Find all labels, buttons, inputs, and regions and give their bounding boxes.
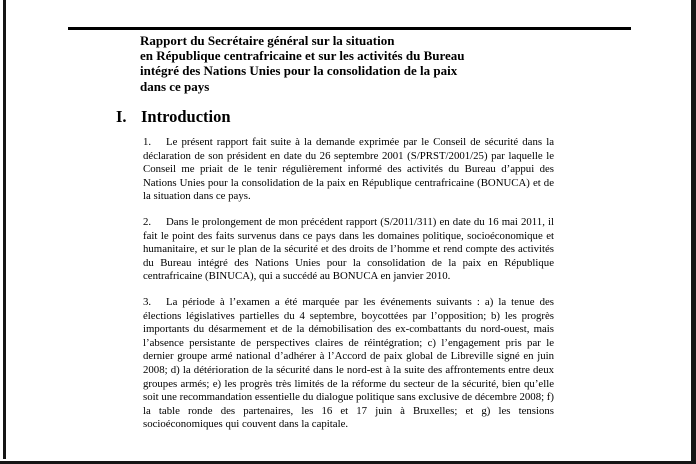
- section-heading-introduction: [116, 107, 231, 127]
- paragraph-3-text: La période à l’examen a été marquée par les événements suivants : a) la tenue des élections législatives partielles du 4 septembre, boycottées par l’opposition; b) les progrès importants du désarmement et de la démobilisation des ex-combattants du nord-ouest, mais l’absence persistante de perspectives claires de réintégration; c) l’engagement pris par le dernier groupe armé national d’adhérer à l’Accord de paix global de Libreville signé en juin 2008; d) la détérioration de la sécurité dans le nord-est à la suite des affrontements entre deux groupes armés; e) les progrès très limités de la réforme du secteur de la sécurité, bien qu’elle soit une recommandation essentielle du dialogue politique sans exclusive de décembre 2008; f) la table ronde des partenaires, les 16 et 17 juin à Bruxelles; et g) les tensions socioéconomiques qui couvent dans la capitale.: [143, 295, 554, 431]
- document-title-line-3: intégré des Nations Unies pour la consolidation de la paix: [140, 63, 458, 79]
- paragraph-2-text: Dans le prolongement de mon précédent rapport (S/2011/311) en date du 16 mai 2011, il fait le point des faits survenus dans ce pays dans les domaines politique, socioéconomique et humanitaire, et sur le plan de la sécurité et des droits de l’homme et rend compte des activités du Bureau intégré des Nations Unies pour la consolidation de la paix en République centrafricaine (BINUCA), qui a succédé au BONUCA en janvier 2010.: [143, 215, 554, 283]
- paragraph-3-number: 3.: [143, 295, 152, 308]
- header-rule: [68, 27, 631, 30]
- paragraph-3: [143, 296, 554, 432]
- paragraph-2-number: 2.: [143, 215, 152, 228]
- document-title-line-4: dans ce pays: [140, 78, 210, 94]
- section-number: I.: [116, 107, 127, 126]
- paragraph-1-number: 1.: [143, 136, 152, 148]
- scan-edge-right: [691, 0, 696, 464]
- paragraph-2: [143, 216, 554, 284]
- paragraph-1-text: Le présent rapport fait suite à la demande exprimée par le Conseil de sécurité dans la déclaration de son président en date du 26 septembre 2001 (S/PRST/2001/25) par laquelle le Conseil me priait de le tenir régulièrement informé des activités du Bureau d’appui des Nations Unies pour la consolidation de la paix en République centrafricaine (BONUCA) et de la situation dans ce pays.: [143, 136, 554, 203]
- scan-edge-left: [3, 0, 6, 459]
- document-title-line-2: en République centrafricaine et sur les activités du Bureau: [140, 48, 465, 64]
- document-body: [143, 136, 554, 444]
- section-title: Introduction: [141, 107, 231, 126]
- paragraph-1: [143, 136, 554, 204]
- document-title-line-1: Rapport du Secrétaire général sur la situation: [140, 33, 395, 48]
- document-title: [140, 33, 640, 94]
